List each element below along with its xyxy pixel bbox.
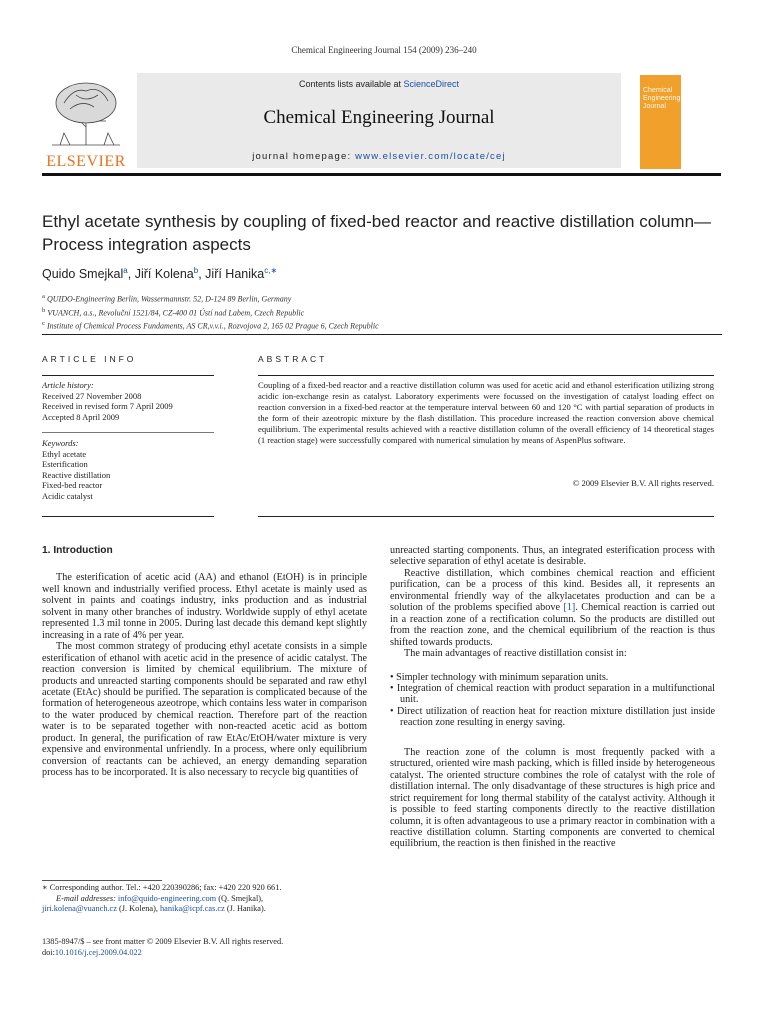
affiliation-item: [42, 305, 722, 319]
elsevier-logo[interactable]: [42, 77, 130, 171]
author-name[interactable]: Jiří Hanika: [205, 267, 265, 282]
affiliation-text: VUANCH, a.s., Revoluční 1521/84, CZ-400 01 Ústí nad Labem, Czech Republic: [47, 308, 305, 318]
keyword-item: Esterification: [42, 459, 88, 469]
article-history: [42, 380, 217, 422]
body-column-right: [390, 545, 715, 850]
citation-link[interactable]: [1]: [563, 602, 576, 614]
affiliation-mark: a: [42, 293, 45, 300]
divider: [258, 516, 714, 517]
divider: [42, 432, 214, 433]
issn-line: 1385-8947/$ – see front matter © 2009 Elsevier B.V. All rights reserved.: [42, 937, 284, 946]
bullet-text: Integration of chemical reaction with product separation in a multifunctional unit.: [396, 682, 715, 706]
front-matter: [42, 937, 367, 958]
journal-title: Chemical Engineering Journal: [263, 107, 495, 128]
affiliation-text: Institute of Chemical Process Fundaments, AS CR,v.v.i., Rozvojova 2, 165 02 Prague 6, Czech Republic: [46, 321, 379, 331]
bullet-text: Simpler technology with minimum separation units.: [396, 671, 609, 683]
paragraph: The esterification of acetic acid (AA) and ethanol (EtOH) is in principle well known and industrially verified process. Ethyl acetate is mainly used as solvent in paints and coatings industry, inks production and as industrial solvent in many other branches of industry. Worldwide supply of ethyl acetate represented 1.3 mil tonne in 2005. During last decade this demand kept slightly increasing in a rate of 4% per year.: [42, 572, 367, 641]
body-column-left: [42, 545, 367, 779]
history-item: Received 27 November 2008: [42, 390, 142, 401]
author-name[interactable]: Quido Smejkal: [42, 267, 124, 282]
homepage-label: journal homepage:: [252, 151, 356, 162]
email-label: E-mail addresses:: [56, 893, 118, 903]
bullet-item: • Integration of chemical reaction with product separation in a multifunctional unit.: [390, 682, 715, 706]
affiliation-item: [42, 318, 722, 332]
article-info-heading: ARTICLE INFO: [42, 354, 137, 364]
bullet-item: • Simpler technology with minimum separation units.: [390, 671, 609, 683]
email-owner: (Q. Smejkal),: [216, 893, 264, 903]
footnote-divider: [42, 880, 162, 881]
paragraph: [390, 568, 715, 648]
keywords-label: Keywords:: [42, 438, 79, 448]
email-link[interactable]: info@quido-engineering.com: [117, 893, 217, 903]
author-affil-mark[interactable]: b: [193, 266, 199, 275]
history-item: Received in revised form 7 April 2009: [42, 401, 173, 411]
elsevier-tree-icon: [46, 77, 126, 147]
journal-info-box: [137, 73, 621, 168]
paragraph: The most common strategy of producing ethyl acetate consists in a simple esterification of ethanol with acetic acid in the presence of acidic catalyst. The reaction conversion is limited by chemical equilibrium. The mixture of products and unreacted starting components should be separated and raw ethyl acetate (EtAc) should be purified. The separation is complicated because of the formation of heterogeneous azeotrope, which contains less water in comparison to the water produced by chemical reaction. Therefore part of the reaction water is to be separated together with non-reacted acetic acid as bottom product. In general, the purification of raw EtAc/EtOH/water mixture is very expensive and environmental unfriendly. In a process, where only equilibrium conversion of reactants can be achieved, an energy demanding separation process has to be incorporated. It is also necessary to recycle big quantities of: [42, 641, 367, 779]
author-name[interactable]: Jiří Kolena: [134, 267, 194, 282]
paragraph: The main advantages of reactive distillation consist in:: [404, 648, 627, 660]
cover-title: Chemical Engineering Journal: [643, 87, 681, 110]
doi-line: [42, 948, 367, 959]
email-line: [42, 894, 367, 905]
running-head: Chemical Engineering Journal 154 (2009) 236–240: [291, 45, 477, 55]
keyword-item: Acidic catalyst: [42, 490, 93, 501]
author-list: Quido Smejkal$^a$, Jiří Kolena$^b$, Jiří Hanika$^{c,∗}$: [42, 266, 278, 282]
paragraph-text: . Chemical reaction is carried out in a reaction zone of a rectification column. So the products are distilled out from the reaction zone, and the chemical equilibrium of the reaction is thus shifted towards products.: [390, 602, 715, 648]
corresponding-author-note: ∗ Corresponding author. Tel.: +420 220390286; fax: +420 220 920 661.: [42, 883, 282, 892]
email-owner: (J. Kolena),: [116, 904, 161, 914]
contents-line: [137, 79, 621, 89]
divider: [42, 375, 214, 376]
author-affil-mark[interactable]: c,∗: [264, 266, 278, 275]
copyright: © 2009 Elsevier B.V. All rights reserved.: [572, 478, 714, 488]
homepage-link[interactable]: www.elsevier.com/locate/cej: [355, 151, 506, 162]
email-line: [42, 904, 367, 915]
keyword-item: Ethyl acetate: [42, 448, 87, 459]
history-item: Accepted 8 April 2009: [42, 411, 120, 422]
affiliation-item: [42, 291, 722, 305]
history-label: Article history:: [42, 380, 94, 390]
doi-link[interactable]: 10.1016/j.cej.2009.04.022: [54, 947, 142, 957]
paragraph-text: Reactive distillation, which combines chemical reaction and efficient purification, can be a process of this kind. Besides all, it represents an environmental friendly way of the alkylacetates production and can be a solution of the problems specified above: [390, 567, 715, 614]
email-link[interactable]: hanika@icpf.cas.cz: [160, 904, 225, 914]
journal-cover-thumbnail[interactable]: [640, 75, 681, 169]
keywords: [42, 438, 217, 501]
contents-prefix: Contents lists available at: [298, 79, 404, 89]
keyword-item: Fixed-bed reactor: [42, 480, 103, 490]
divider: [42, 334, 722, 335]
keyword-item: Reactive distillation: [42, 469, 111, 480]
doi-label: doi:: [42, 947, 55, 957]
email-owner: (J. Hanika).: [224, 904, 266, 914]
email-link[interactable]: jiri.kolena@vuanch.cz: [42, 904, 117, 914]
abstract-text: Coupling of a fixed-bed reactor and a reactive distillation column was used for acetic acid and ethanol esterification utilizing strong acidic ion-exchange resin as catalyst. Laboratory experiments were focussed on the investigation of catalyst loading effect on reaction conversion in a fixed-bed reactor at the temperature interval between 60 and 120 °C with partial separation of products in the form of their azeotropic mixture by the flash distillation. This procedure increased the reaction conversion above chemical equilibrium. The experimental results achieved with a reactive distillation column of the overall efficiency of 14 theoretical stages (1 reaction stage) were successfully compared with numerical simulation by means of AspenPlus software.: [258, 380, 714, 445]
divider: [258, 375, 714, 376]
footnotes: [42, 883, 367, 915]
bullet-item: • Direct utilization of reaction heat for reaction mixture distillation just inside reaction zone resulting in energy saving.: [390, 705, 715, 729]
paragraph: unreacted starting components. Thus, an integrated esterification process with selective separation of ethyl acetate is desirable.: [390, 545, 715, 568]
affiliation-text: QUIDO-Engineering Berlin, Wassermannstr. 52, D-124 89 Berlin, Germany: [46, 294, 292, 304]
paragraph: The reaction zone of the column is most frequently packed with a structured, oriented wire mash packing, which is filled inside by heterogeneous catalyst. The oriented structure combines the role of catalyst with the role of distillation internal. The only disadvantage of these structures is high price and strict requirement for long thermal stability of the catalyst activity. Although it is possible to feed starting components directly to the reactive distillation column, it is often advantageous to use a primary reactor in combination with a reactive distillation column. Starting components are converted to chemical equilibrium, the reaction is then finished in the reactive: [390, 746, 715, 850]
author-affil-mark[interactable]: a: [123, 266, 128, 275]
bullet-text: Direct utilization of reaction heat for reaction mixture distillation just inside reaction zone resulting in energy saving.: [396, 705, 715, 729]
homepage-line: [137, 151, 621, 162]
masthead: [42, 73, 721, 176]
article-title: Ethyl acetate synthesis by coupling of fixed-bed reactor and reactive distillation column—Process integration aspects: [42, 212, 712, 254]
affiliations: [42, 291, 722, 332]
section-heading: 1. Introduction: [42, 545, 113, 556]
divider: [42, 516, 214, 517]
abstract-heading: ABSTRACT: [258, 354, 328, 364]
affiliation-mark: c: [42, 320, 45, 328]
affiliation-mark: b: [42, 306, 46, 314]
sciencedirect-link[interactable]: ScienceDirect: [403, 79, 460, 89]
elsevier-wordmark: ELSEVIER: [46, 153, 126, 170]
